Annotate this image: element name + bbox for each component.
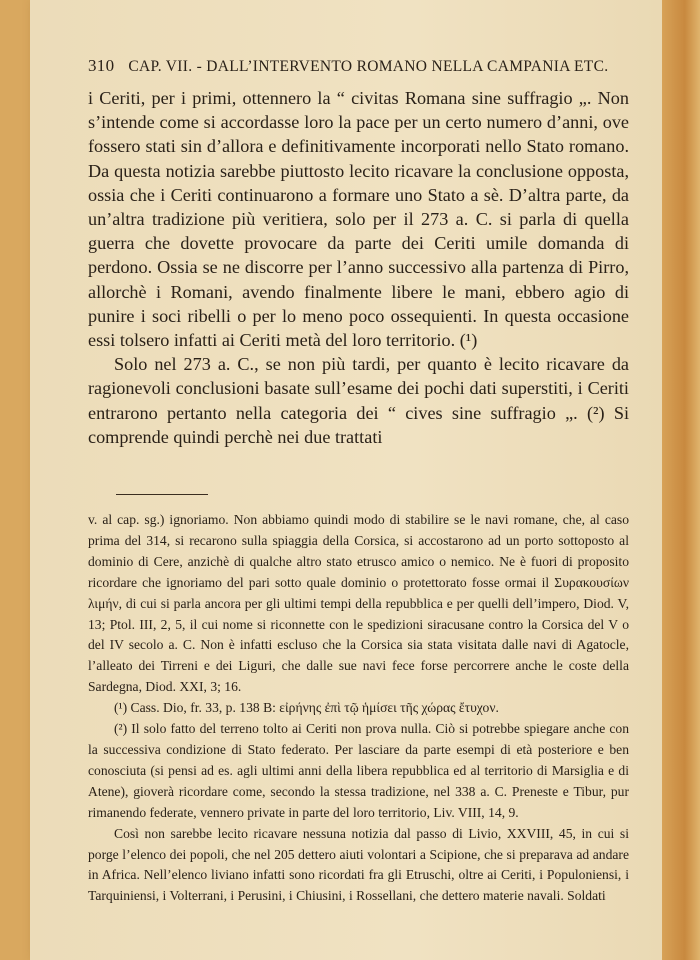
body-paragraph-2: Solo nel 273 a. C., se non più tardi, per quanto è lecito ricavare da ragionevoli conclusioni basate sull’esame dei pochi dati superstiti, i Ceriti entrarono pertanto nella categoria dei “ cives sine suffragio „. (²) Si comprende quindi perchè nei due trattati <box>88 354 629 447</box>
running-title: CAP. VII. - DALL’INTERVENTO ROMANO NELLA CAMPANIA ETC. <box>128 58 609 75</box>
footnote-2: (²) Il solo fatto del terreno tolto ai Ceriti non prova nulla. Ciò si potrebbe spiegare anche con la successiva condizione di Stato federato. Per lasciare da parte esempi di età posteriore e ben conosciuta (si pensi ad es. agli ultimi anni della libera repubblica ed al territorio di Marsiglia e di Atene), gioverà ricordare come, secondo la stessa tradizione, nel 338 a. C. Preneste e Tibur, pur rimanendo federate, vennero private in parte del loro territorio, Liv. VIII, 14, 9. <box>88 721 629 820</box>
footnote-1: (¹) Cass. Dio, fr. 33, p. 138 B: εἰρήνης ἐπὶ τῷ ἡμίσει τῆς χώρας ἔτυχον. <box>114 700 499 716</box>
footnotes <box>88 510 629 907</box>
main-text <box>88 86 629 449</box>
footnote-continuation: v. al cap. sg.) ignoriamo. Non abbiamo quindi modo di stabilire se le navi romane, che, al caso prima del 314, si recarono sulla spiaggia della Corsica, si accostarono ad un porto sottoposto al dominio di Cere, anzichè di qualche altro stato etrusco amico o nemico. Ne è fuori di proposito ricordare che ignoriamo del pari sotto quale dominio o protettorato fosse ormai il Συρακουσίων λιμήν, di cui si parla ancora per gli ultimi tempi della repubblica e per quelli dell’impero, Diod. V, 13; Ptol. III, 2, 5, il cui nome si riconnette con le spedizioni siracusane contro la Corsica del V o del IV secolo a. C. Non è infatti escluso che la Corsica sia stata visitata dalle navi di Agatocle, l’alleato dei Tirreni e dei Liguri, che dalle sue navi fece forse percorrere anche le coste della Sardegna, Diod. XXI, 3; 16. <box>88 512 629 695</box>
page-edge <box>662 0 700 960</box>
page-number: 310 <box>88 56 115 75</box>
running-header <box>88 56 628 76</box>
footnote-2-continued: Così non sarebbe lecito ricavare nessuna notizia dal passo di Livio, XXVIII, 45, in cui si porge l’elenco dei popoli, che nel 205 dettero aiuti volontari a Scipione, che si preparava ad andare in Africa. Nell’elenco liviano infatti sono ricordati fra gli Etruschi, oltre ai Ceriti, i Populoniensi, i Tarquiniensi, i Volterrani, i Perusini, i Chiusini, i Rossellani, che dettero materie navali. Soldati <box>88 825 629 904</box>
body-paragraph-1: i Ceriti, per i primi, ottennero la “ civitas Romana sine suffragio „. Non s’intende come si accordasse loro la pace per un certo numero d’anni, ove fossero stati sin d’allora e definitivamente incorporati nello Stato romano. Da questa notizia sarebbe piuttosto lecito ricavare la conclusione opposta, ossia che i Ceriti continuarono a formare uno Stato a sè. D’altra parte, da un’altra tradizione più veritiera, solo per il 273 a. C. si parla di quella guerra che dovette provocare da parte dei Ceriti umile domanda di perdono. Ossia se ne discorre per l’anno successivo alla partenza di Pirro, allorchè i Romani, avendo finalmente libere le mani, ebbero agio di punire i soci ribelli o per lo meno poco ossequienti. In questa occasione essi tolsero infatti ai Ceriti metà del loro territorio. (¹) <box>88 88 629 351</box>
footnote-separator <box>116 494 208 495</box>
book-page <box>30 0 662 960</box>
